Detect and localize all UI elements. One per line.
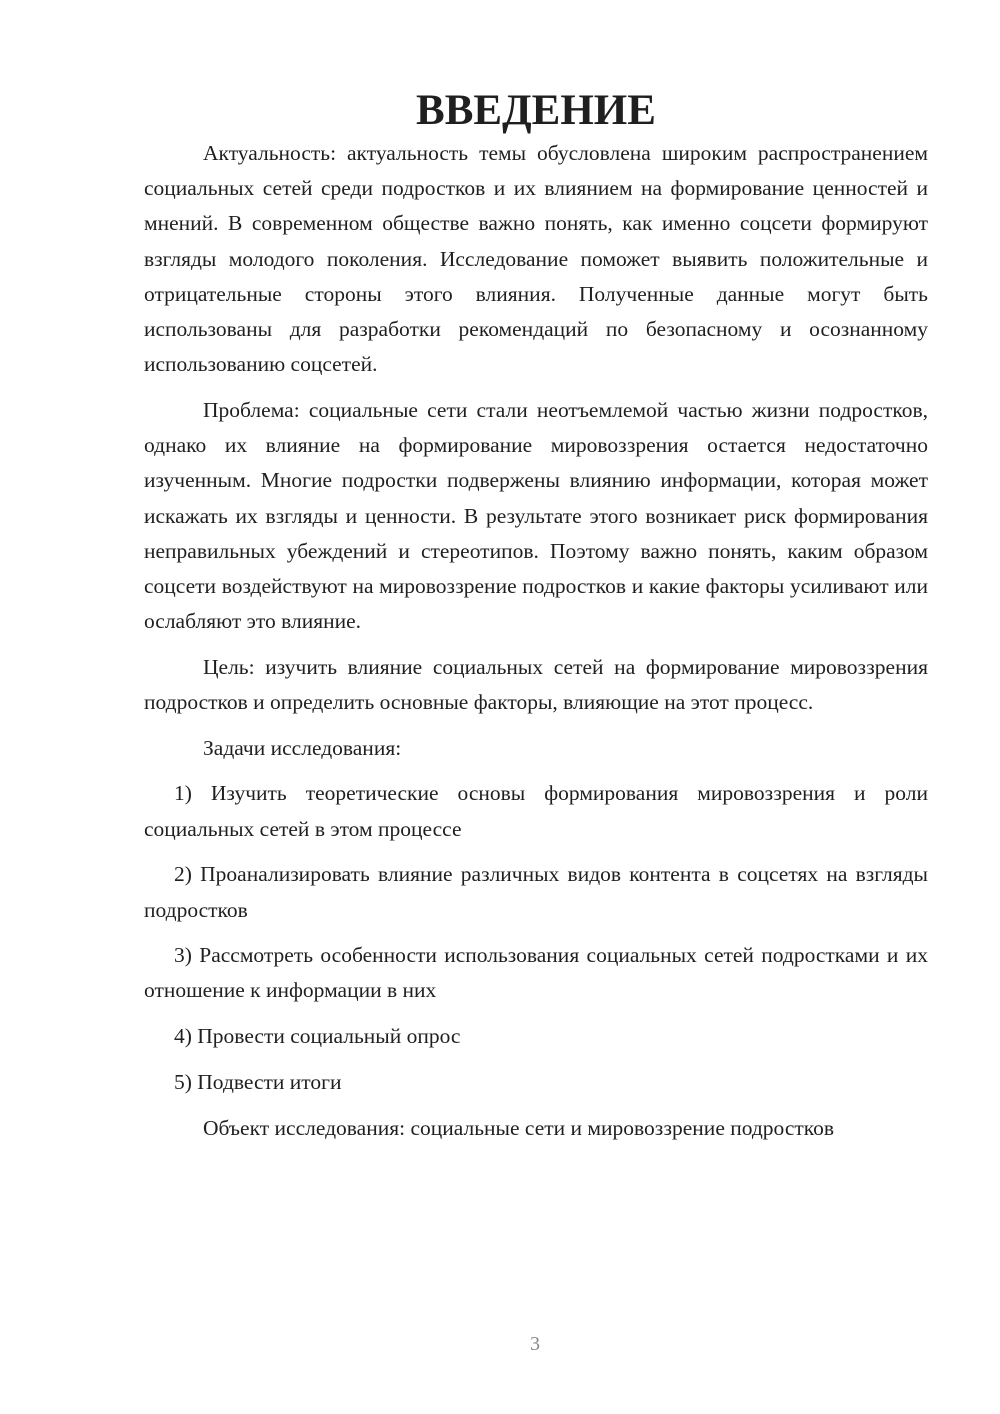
task-item-1: 1) Изучить теоретические основы формирования мировоззрения и роли социальных сетей в этом процессе [144,781,928,841]
task-item-4: 4) Провести социальный опрос [174,1024,461,1049]
page-number: 3 [530,1333,540,1355]
tasks-heading: Задачи исследования: [203,735,402,760]
problem-paragraph: Проблема: социальные сети стали неотъемлемой частью жизни подростков, однако их влияние на формирование мировоззрения остается недостаточно изученным. Многие подростки подвержены влиянию информации, которая может искажать их взгляды и ценности. В результате этого возникает риск формирования неправильных убеждений и стереотипов. Поэтому важно понять, каким образом соцсети воздействуют на мировоззрение подростков и какие факторы усиливают или ослабляют это влияние. [144,397,928,634]
relevance-paragraph: Актуальность: актуальность темы обусловлена широким распространением социальных сетей среди подростков и их влиянием на формирование ценностей и мнений. В современном обществе важно понять, как именно соцсети формируют взгляды молодого поколения. Исследование поможет выявить положительные и отрицательные стороны этого влияния. Полученные данные могут быть использованы для разработки рекомендаций по безопасному и осознанному использованию соцсетей. [144,141,928,377]
task-item-3: 3) Рассмотреть особенности использования социальных сетей подростками и их отношение к информации в них [144,943,928,1003]
task-item-5: 5) Подвести итоги [174,1069,342,1094]
page-content [144,87,928,1146]
goal-paragraph: Цель: изучить влияние социальных сетей на формирование мировоззрения подростков и определить основные факторы, влияющие на этот процесс. [144,654,928,715]
section-title: ВВЕДЕНИЕ [416,87,656,134]
object-paragraph: Объект исследования: социальные сети и мировоззрение подростков [203,1115,835,1140]
task-item-2: 2) Проанализировать влияние различных видов контента в соцсетях на взгляды подростков [144,862,928,922]
